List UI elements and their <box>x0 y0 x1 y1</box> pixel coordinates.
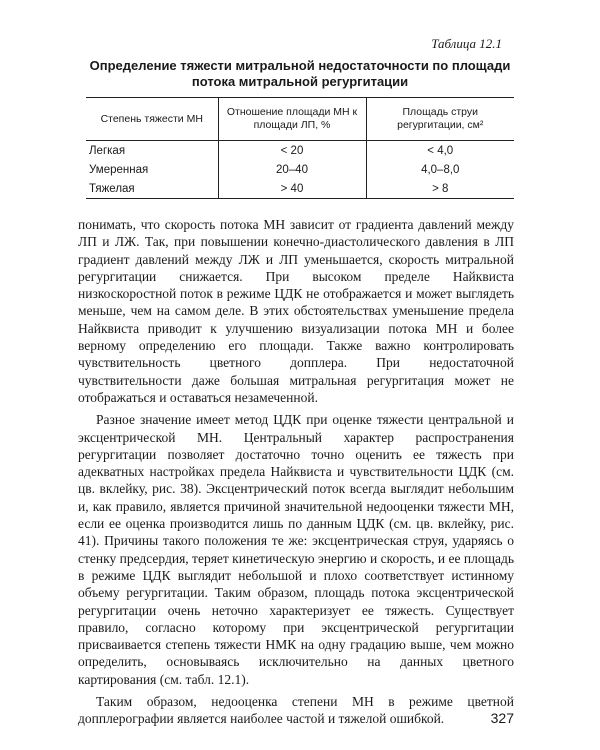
paragraph: Разное значение имеет метод ЦДК при оценке тяжести центральной и эксцентрической МН. Центральный характер распространения регургитации позволяет достаточно точно оценить ее тяжесть при адекватных настройках предела Найквиста и чувствительности ЦДК (см. цв. вклейку, рис. 38). Эксцентрический поток всегда выглядит небольшим и, как правило, является причиной значительной недооценки тяжести МН, если ее оценка производится лишь по данным ЦДК (см. цв. вклейку, рис. 41). Причины такого положения те же: эксцентрическая струя, ударяясь о стенку предсердия, теряет кинетическую энергию и скорость, и ее площадь в режиме ЦДК выглядит небольшой и плохо соответствует истинному объему регургитации. Таким образом, площадь потока эксцентрической регургитации очень неточно характеризует ее тяжесть. Существует правило, согласно которому при эксцентрической регургитации присваивается степень тяжести НМК на одну градацию выше, чем можно определить, основываясь исключительно на данных цветного картирования (см. табл. 12.1). <box>78 412 514 687</box>
header-jet-area: Площадь струи регургитации, см² <box>366 98 514 141</box>
header-severity: Степень тяжести МН <box>86 98 218 141</box>
paragraph: Таким образом, недооценка степени МН в режиме цветной допплерографии является наиболее частой и тяжелой ошибкой. <box>78 694 514 727</box>
cell-jet-area: 4,0–8,0 <box>366 160 514 179</box>
cell-jet-area: < 4,0 <box>366 141 514 161</box>
table-title-line-1: Определение тяжести митральной недостаточности по площади <box>89 58 511 73</box>
page-number: 327 <box>490 710 514 726</box>
paragraph: понимать, что скорость потока МН зависит от градиента давлений между ЛП и ЛЖ. Так, при повышении конечно-диастолического давления в ЛП градиент давлений между ЛЖ и ЛП уменьшается, скорость митральной регургитации снижается. При высоком пределе Найквиста низкоскоростной поток в режиме ЦДК не отображается и может выглядеть меньше, чем на самом деле. В этих обстоятельствах уменьшение предела Найквиста приводит к улучшению визуализации потока МН и более верному определению его площади. Также важно контролировать чувствительность цветного допплера. При недостаточной чувствительности даже большая митральная регургитация может не отображаться и оставаться незамеченной. <box>78 217 514 405</box>
table-row <box>86 141 514 161</box>
cell-area-ratio: > 40 <box>218 179 366 199</box>
cell-jet-area: > 8 <box>366 179 514 199</box>
table-label: Таблица 12.1 <box>431 36 502 51</box>
table-row <box>86 160 514 179</box>
table-row <box>86 179 514 199</box>
cell-severity: Легкая <box>89 144 126 157</box>
table-header-row <box>86 98 514 141</box>
cell-area-ratio: < 20 <box>218 141 366 161</box>
cell-severity: Умеренная <box>89 163 149 176</box>
cell-severity: Тяжелая <box>86 179 218 199</box>
cell-area-ratio: 20–40 <box>218 160 366 179</box>
table-title <box>86 58 514 90</box>
header-area-ratio: Отношение площади МН к площади ЛП, % <box>218 98 366 141</box>
body-text <box>78 216 514 728</box>
severity-table <box>86 97 514 199</box>
table-title-line-2: потока митральной регургитации <box>191 74 409 89</box>
